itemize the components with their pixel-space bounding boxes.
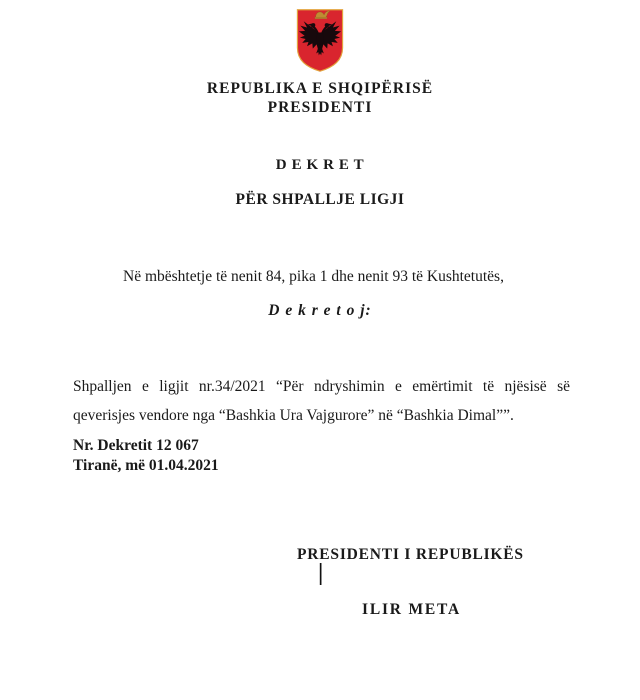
decree-number: Nr. Dekretit 12 067 [73, 437, 199, 454]
decree-body-paragraph: Shpalljen e ligjit nr.34/2021 “Për ndryshimin e emërtimit të njësisë së qeverisjes vendore nga “Bashkia Ura Vajgurore” në “Bashkia Dimal””. [73, 377, 570, 424]
preamble-paragraph: Në mbështetje të nenit 84, pika 1 dhe nenit 93 të Kushtetutës, [123, 267, 504, 285]
signature-name: ILIR META [362, 601, 462, 618]
signature-title: PRESIDENTI I REPUBLIKËS [297, 546, 524, 563]
decree-title: D E K R E T [275, 157, 365, 173]
decree-subtitle: PËR SHPALLJE LIGJI [235, 191, 405, 208]
letterhead [0, 79, 640, 117]
decree-meta-block [73, 436, 219, 475]
decree-place-date: Tiranë, më 01.04.2021 [73, 456, 219, 474]
proclamation-heading: D e k r e t o j: [268, 302, 372, 319]
republic-title: REPUBLIKA E SHQIPËRISË [206, 80, 434, 97]
signature-cursor-mark: | [318, 560, 324, 586]
albania-coat-of-arms-icon [296, 8, 344, 73]
institution-title: PRESIDENTI [267, 99, 373, 116]
